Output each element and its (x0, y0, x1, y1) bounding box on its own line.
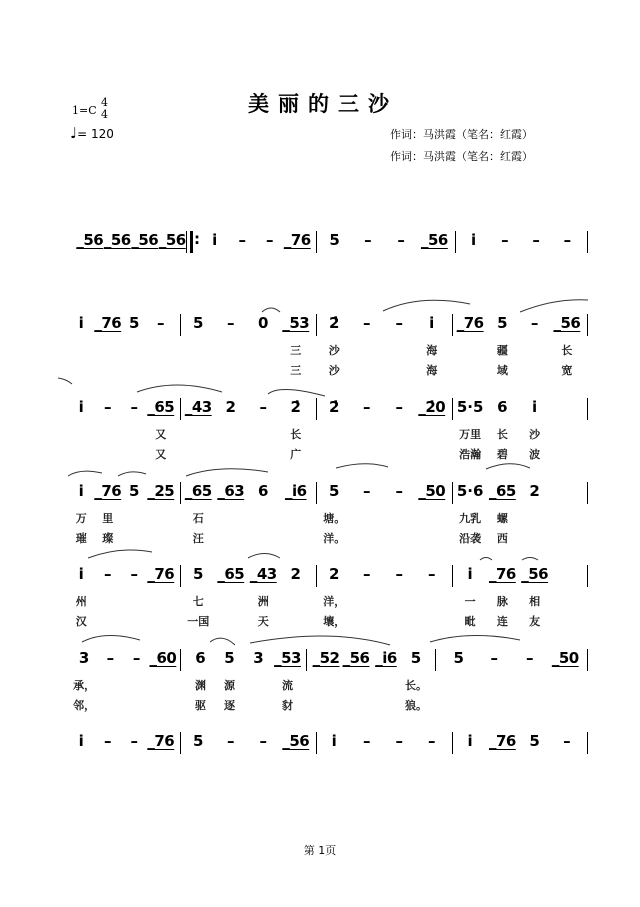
slur (210, 638, 235, 645)
lyric-verse-2: 浩瀚 (459, 448, 482, 461)
slur (137, 385, 222, 392)
hold-dash: – (395, 565, 403, 583)
lyric-verse-1: 里 (102, 512, 114, 525)
note: i (78, 314, 84, 332)
lyric-verse-2: 又 (155, 448, 167, 461)
note: i (532, 398, 538, 416)
lyric-verse-2: 海 (426, 364, 438, 377)
lyric-verse-2: 璀 (75, 532, 87, 545)
lyric-verse-1: 螺 (496, 512, 508, 525)
hold-dash: – (363, 482, 371, 500)
hold-dash: – (238, 231, 246, 249)
lyric-verse-1: 万 (75, 512, 87, 525)
note: 5 (193, 565, 204, 583)
note: _60 (149, 649, 177, 667)
note: 5 (129, 314, 140, 332)
repeat-dots: : (194, 230, 200, 248)
hold-dash: – (397, 231, 405, 249)
lyricist-credit: 作词：马洪霞（笔名：红霞） (390, 150, 533, 163)
note: 2 (225, 398, 236, 416)
note: _56 (103, 231, 131, 249)
note: 5 (224, 649, 235, 667)
hold-dash: – (530, 314, 539, 332)
note: _56 (158, 231, 186, 249)
hold-dash: – (532, 231, 540, 249)
note: 3 (253, 649, 264, 667)
lyric-verse-2: 域 (496, 364, 508, 377)
lyric-verse-2: 壤， (323, 615, 346, 628)
lyric-verse-1: 又 (155, 428, 167, 441)
note: 2 (329, 565, 340, 583)
lyric-verse-2: 西 (496, 532, 508, 545)
lyric-verse-1: 沙 (529, 428, 541, 441)
note: _43 (184, 398, 212, 416)
hold-dash: – (132, 649, 141, 667)
note: 6 (497, 398, 508, 416)
note: _50 (551, 649, 579, 667)
hold-dash: – (363, 314, 371, 332)
hold-dash: – (130, 732, 138, 750)
slur (58, 378, 72, 384)
note: 2̇ (290, 398, 301, 416)
note: 5 (329, 231, 340, 249)
lyric-verse-1: 相 (529, 595, 541, 608)
lyric-verse-2: 逐 (224, 699, 235, 712)
slur (68, 471, 102, 476)
note: 6 (258, 482, 269, 500)
note: 2 (290, 565, 301, 583)
note: 5 (193, 732, 204, 750)
lyric-verse-1: 洲 (257, 595, 269, 608)
lyric-verse-2: 一国 (187, 615, 210, 628)
note: _i6 (375, 649, 397, 667)
note: _76 (94, 482, 122, 500)
note: _25 (147, 482, 175, 500)
lyric-verse-1: 洋， (323, 595, 346, 608)
hold-dash: – (157, 314, 165, 332)
lyric-verse-2: 沙 (328, 364, 340, 377)
hold-dash: – (130, 565, 138, 583)
lyric-verse-2: 汉 (75, 615, 87, 628)
note: i (331, 732, 337, 750)
note: _56 (553, 314, 581, 332)
quarter-note-icon: ♩ (70, 124, 78, 142)
lyric-verse-1: 承， (73, 679, 96, 692)
lyric-verse-2: 驱 (195, 699, 206, 712)
hold-dash: – (363, 732, 371, 750)
note: _56 (131, 231, 159, 249)
lyric-verse-2: 宽 (561, 364, 573, 377)
slur (268, 389, 325, 396)
lyric-verse-1: 九乳 (459, 512, 482, 525)
slur (486, 464, 530, 469)
slur (248, 554, 280, 559)
note: 2 (529, 482, 540, 500)
note: _76 (488, 732, 516, 750)
note: 5 (329, 482, 340, 500)
note: 2̇ (329, 314, 340, 332)
slur (250, 636, 390, 645)
note: _i6 (284, 482, 307, 500)
note: 5·6 (456, 482, 484, 500)
slur (82, 635, 140, 642)
lyric-verse-1: 流 (282, 679, 293, 692)
hold-dash: – (104, 398, 112, 416)
lyric-verse-2: 三 (290, 364, 302, 377)
slur (88, 550, 152, 558)
lyric-verse-2: 璨 (102, 532, 114, 545)
lyric-verse-1: 疆 (496, 344, 508, 357)
lyric-verse-2: 沿袭 (459, 532, 482, 545)
key-signature: 1=C (72, 104, 97, 117)
note: 5 (193, 314, 204, 332)
lyric-verse-2: 友 (529, 615, 541, 628)
song-title: 美丽的三沙 (248, 92, 398, 116)
slur (520, 300, 588, 312)
slur (118, 472, 146, 476)
lyric-verse-1: 万里 (459, 428, 482, 441)
lyric-verse-1: 长。 (405, 679, 427, 692)
hold-dash: – (395, 398, 403, 416)
note: _56 (342, 649, 370, 667)
note: _63 (217, 482, 245, 500)
hold-dash: – (428, 732, 436, 750)
note: _65 (184, 482, 212, 500)
lyric-verse-2: 波 (529, 448, 541, 461)
hold-dash: – (526, 649, 534, 667)
hold-dash: – (490, 649, 498, 667)
hold-dash: – (259, 732, 267, 750)
note: i (429, 314, 435, 332)
note: _76 (147, 732, 175, 750)
note: i (78, 398, 84, 416)
note: _56 (76, 231, 104, 249)
slur (430, 635, 520, 642)
hold-dash: – (130, 398, 138, 416)
note: _56 (282, 732, 310, 750)
hold-dash: – (395, 314, 403, 332)
slur (383, 300, 470, 311)
hold-dash: – (266, 231, 274, 249)
note: _65 (217, 565, 245, 583)
time-bottom: 4 (101, 108, 108, 121)
note: _53 (274, 649, 301, 667)
note: i (471, 231, 477, 249)
lyric-verse-1: 脉 (496, 595, 508, 608)
hold-dash: – (501, 231, 509, 249)
slur (522, 558, 538, 561)
lyric-verse-2: 广 (290, 448, 302, 461)
tempo-value: = 120 (77, 127, 114, 141)
note: i (78, 732, 84, 750)
note: _53 (282, 314, 310, 332)
lyric-verse-1: 渊 (195, 679, 206, 692)
lyric-verse-1: 七 (192, 595, 204, 608)
lyric-verse-1: 长 (496, 428, 508, 441)
hold-dash: – (395, 482, 403, 500)
hold-dash: – (106, 649, 115, 667)
lyric-verse-2: 豺 (282, 699, 293, 712)
hold-dash: – (563, 231, 572, 249)
hold-dash: – (428, 565, 436, 583)
note: i (78, 482, 84, 500)
note: i (467, 732, 473, 750)
slur (262, 308, 280, 312)
note: 5 (529, 732, 540, 750)
note: _76 (283, 231, 311, 249)
note: _52 (312, 649, 340, 667)
hold-dash: – (259, 398, 267, 416)
note: 5·5 (456, 398, 484, 416)
lyric-verse-1: 一 (464, 595, 476, 608)
note: 6 (195, 649, 206, 667)
hold-dash: – (227, 314, 235, 332)
lyric-verse-1: 海 (426, 344, 438, 357)
slur (336, 464, 388, 468)
note: 5 (453, 649, 464, 667)
lyric-verse-2: 汪 (192, 532, 204, 545)
note: i (467, 565, 473, 583)
lyric-verse-1: 长 (561, 344, 573, 357)
hold-dash: – (563, 732, 571, 750)
note: _56 (420, 231, 448, 249)
hold-dash: – (363, 565, 371, 583)
note: _56 (521, 565, 549, 583)
note: _76 (456, 314, 484, 332)
note: i (212, 231, 218, 249)
slur (186, 469, 268, 476)
note: _2̇0 (418, 398, 446, 416)
note: 0 (258, 314, 269, 332)
note: _76 (147, 565, 175, 583)
hold-dash: – (364, 231, 372, 249)
note: _50 (418, 482, 446, 500)
slur (480, 558, 492, 561)
lyric-verse-1: 长 (290, 428, 302, 441)
hold-dash: – (363, 398, 371, 416)
lyric-verse-1: 三 (290, 344, 302, 357)
time-top: 4 (101, 96, 108, 109)
lyric-verse-1: 塘。 (323, 512, 346, 525)
hold-dash: – (104, 732, 112, 750)
lyric-verse-1: 石 (192, 512, 204, 525)
lyric-verse-2: 毗 (464, 615, 476, 628)
lyric-verse-2: 狼。 (405, 699, 427, 712)
lyric-verse-2: 洋。 (323, 532, 346, 545)
note: _65 (488, 482, 516, 500)
note: i (78, 565, 84, 583)
note: _43 (249, 565, 277, 583)
lyric-verse-2: 天 (257, 615, 269, 628)
page-number: 第 1页 (303, 844, 337, 857)
lyric-verse-2: 邻， (73, 699, 96, 712)
lyricist-credit: 作词：马洪霞（笔名：红霞） (390, 128, 533, 141)
note: _76 (94, 314, 122, 332)
note: _76 (488, 565, 516, 583)
note: 2̇ (329, 398, 340, 416)
note: 5 (497, 314, 508, 332)
hold-dash: – (227, 732, 235, 750)
hold-dash: – (104, 565, 112, 583)
lyric-verse-2: 碧 (496, 448, 508, 461)
lyric-verse-1: 州 (75, 595, 87, 608)
lyric-verse-2: 连 (496, 615, 508, 628)
note: 5 (129, 482, 140, 500)
lyric-verse-1: 沙 (328, 344, 340, 357)
note: _65 (147, 398, 175, 416)
hold-dash: – (395, 732, 403, 750)
lyric-verse-1: 源 (224, 679, 235, 692)
note: 5 (410, 649, 422, 667)
note: 3 (78, 649, 90, 667)
